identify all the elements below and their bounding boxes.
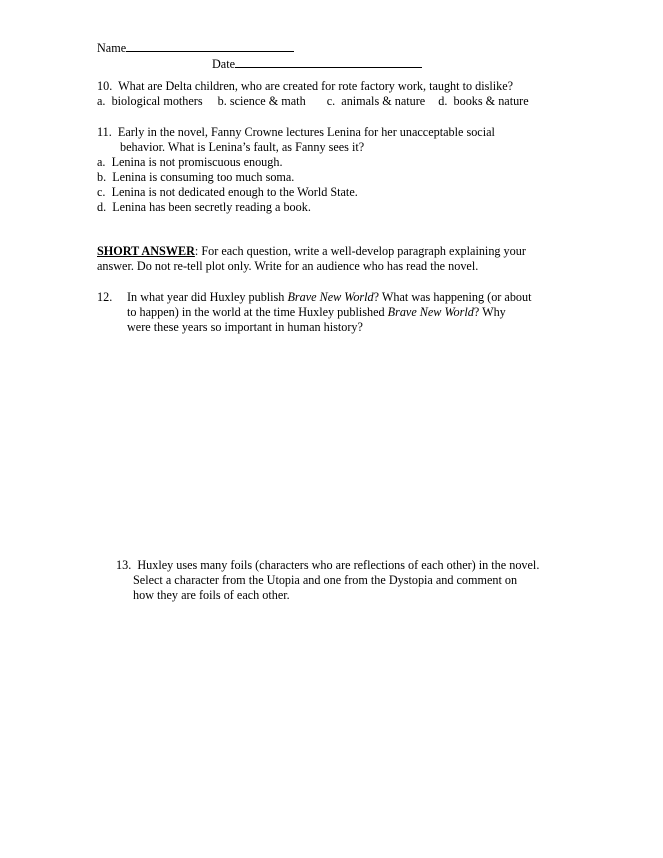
question-13-line-2: Select a character from the Utopia and one from the Dystopia and comment on	[133, 573, 518, 587]
question-11-number: 11.	[97, 125, 112, 139]
date-label: Date	[212, 57, 236, 71]
book-title: Brave New World	[387, 305, 474, 319]
choice-b: b. science & math	[217, 94, 306, 108]
short-answer-heading: SHORT ANSWER	[97, 244, 195, 258]
choice-d: d. books & nature	[438, 94, 529, 108]
question-12-number: 12.	[97, 290, 113, 304]
short-answer-line-1: SHORT ANSWER: For each question, write a well-develop paragraph explaining your	[97, 244, 526, 258]
question-13-line-1: 13. Huxley uses many foils (characters who are reflections of each other) in the novel.	[116, 558, 540, 572]
question-12-answer-space[interactable]	[97, 340, 557, 540]
question-11-choice-d: d. Lenina has been secretly reading a book.	[97, 200, 311, 214]
short-answer-line-2: answer. Do not re-tell plot only. Write for an audience who has read the novel.	[97, 259, 479, 273]
question-13-line-3: how they are foils of each other.	[133, 588, 290, 602]
question-12-line-1: In what year did Huxley publish Brave New World? What was happening (or about	[127, 290, 532, 304]
question-13-number: 13.	[116, 558, 132, 572]
question-13-answer-space[interactable]	[97, 610, 557, 810]
question-12-line-3: were these years so important in human history?	[127, 320, 363, 334]
question-12-line-2: to happen) in the world at the time Huxley published Brave New World? Why	[127, 305, 506, 319]
date-blank[interactable]	[235, 55, 422, 68]
name-field	[97, 39, 294, 56]
choice-a: a. biological mothers	[97, 94, 203, 108]
question-10-choices	[97, 94, 529, 109]
question-10-prompt	[97, 79, 513, 94]
question-11-line-2: behavior. What is Lenina’s fault, as Fanny sees it?	[120, 140, 365, 154]
question-10-number: 10.	[97, 79, 113, 93]
question-11-choice-a: a. Lenina is not promiscuous enough.	[97, 155, 283, 169]
name-blank[interactable]	[126, 39, 294, 52]
question-11-line-1: 11. Early in the novel, Fanny Crowne lectures Lenina for her unacceptable social	[97, 125, 495, 139]
book-title: Brave New World	[287, 290, 374, 304]
question-11-choice-b: b. Lenina is consuming too much soma.	[97, 170, 295, 184]
choice-c: c. animals & nature	[326, 94, 426, 108]
name-label: Name	[97, 41, 127, 55]
question-11-choice-c: c. Lenina is not dedicated enough to the World State.	[97, 185, 358, 199]
date-field	[212, 55, 422, 72]
question-10-text: What are Delta children, who are created for rote factory work, taught to dislike?	[118, 79, 514, 93]
